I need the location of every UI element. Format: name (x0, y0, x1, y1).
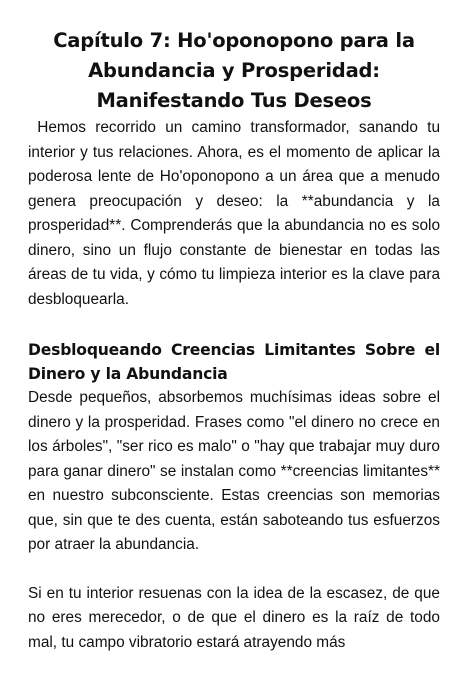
chapter-title: Capítulo 7: Ho'oponopono para la Abundancia y Prosperidad: Manifestando Tus Deseos (53, 29, 415, 112)
document-page (28, 26, 445, 655)
intro-paragraph: Hemos recorrido un camino transformador, sanando tu interior y tus relaciones. Ahora, es el momento de aplicar la poderosa lente de Ho'oponopono a un área que a menudo genera preocupación y deseo: la **abundancia y la prosperidad**. Comprenderás que la abundancia no es solo dinero, sino un flujo constante de bienestar en todas las áreas de tu vida, y cómo tu limpieza interior es la clave para desbloquearla. (28, 119, 445, 308)
section-heading: Desbloqueando Creencias Limitantes Sobre el Dinero y la Abundancia (28, 341, 440, 383)
section-paragraph-1: Desde pequeños, absorbemos muchísimas ideas sobre el dinero y la prosperidad. Frases como "el dinero no crece en los árboles", "ser rico es malo" o "hay que trabajar muy duro para ganar dinero" se instalan como **creencias limitantes** en nuestro subconsciente. Estas creencias son memorias que, sin que te des cuenta, están saboteando tus esfuerzos por atraer la abundancia. (28, 389, 440, 553)
section-paragraph-2: Si en tu interior resuenas con la idea de la escasez, de que no eres merecedor, o de que el dinero es la raíz de todo mal, tu campo vibratorio estará atrayendo más (28, 584, 440, 651)
